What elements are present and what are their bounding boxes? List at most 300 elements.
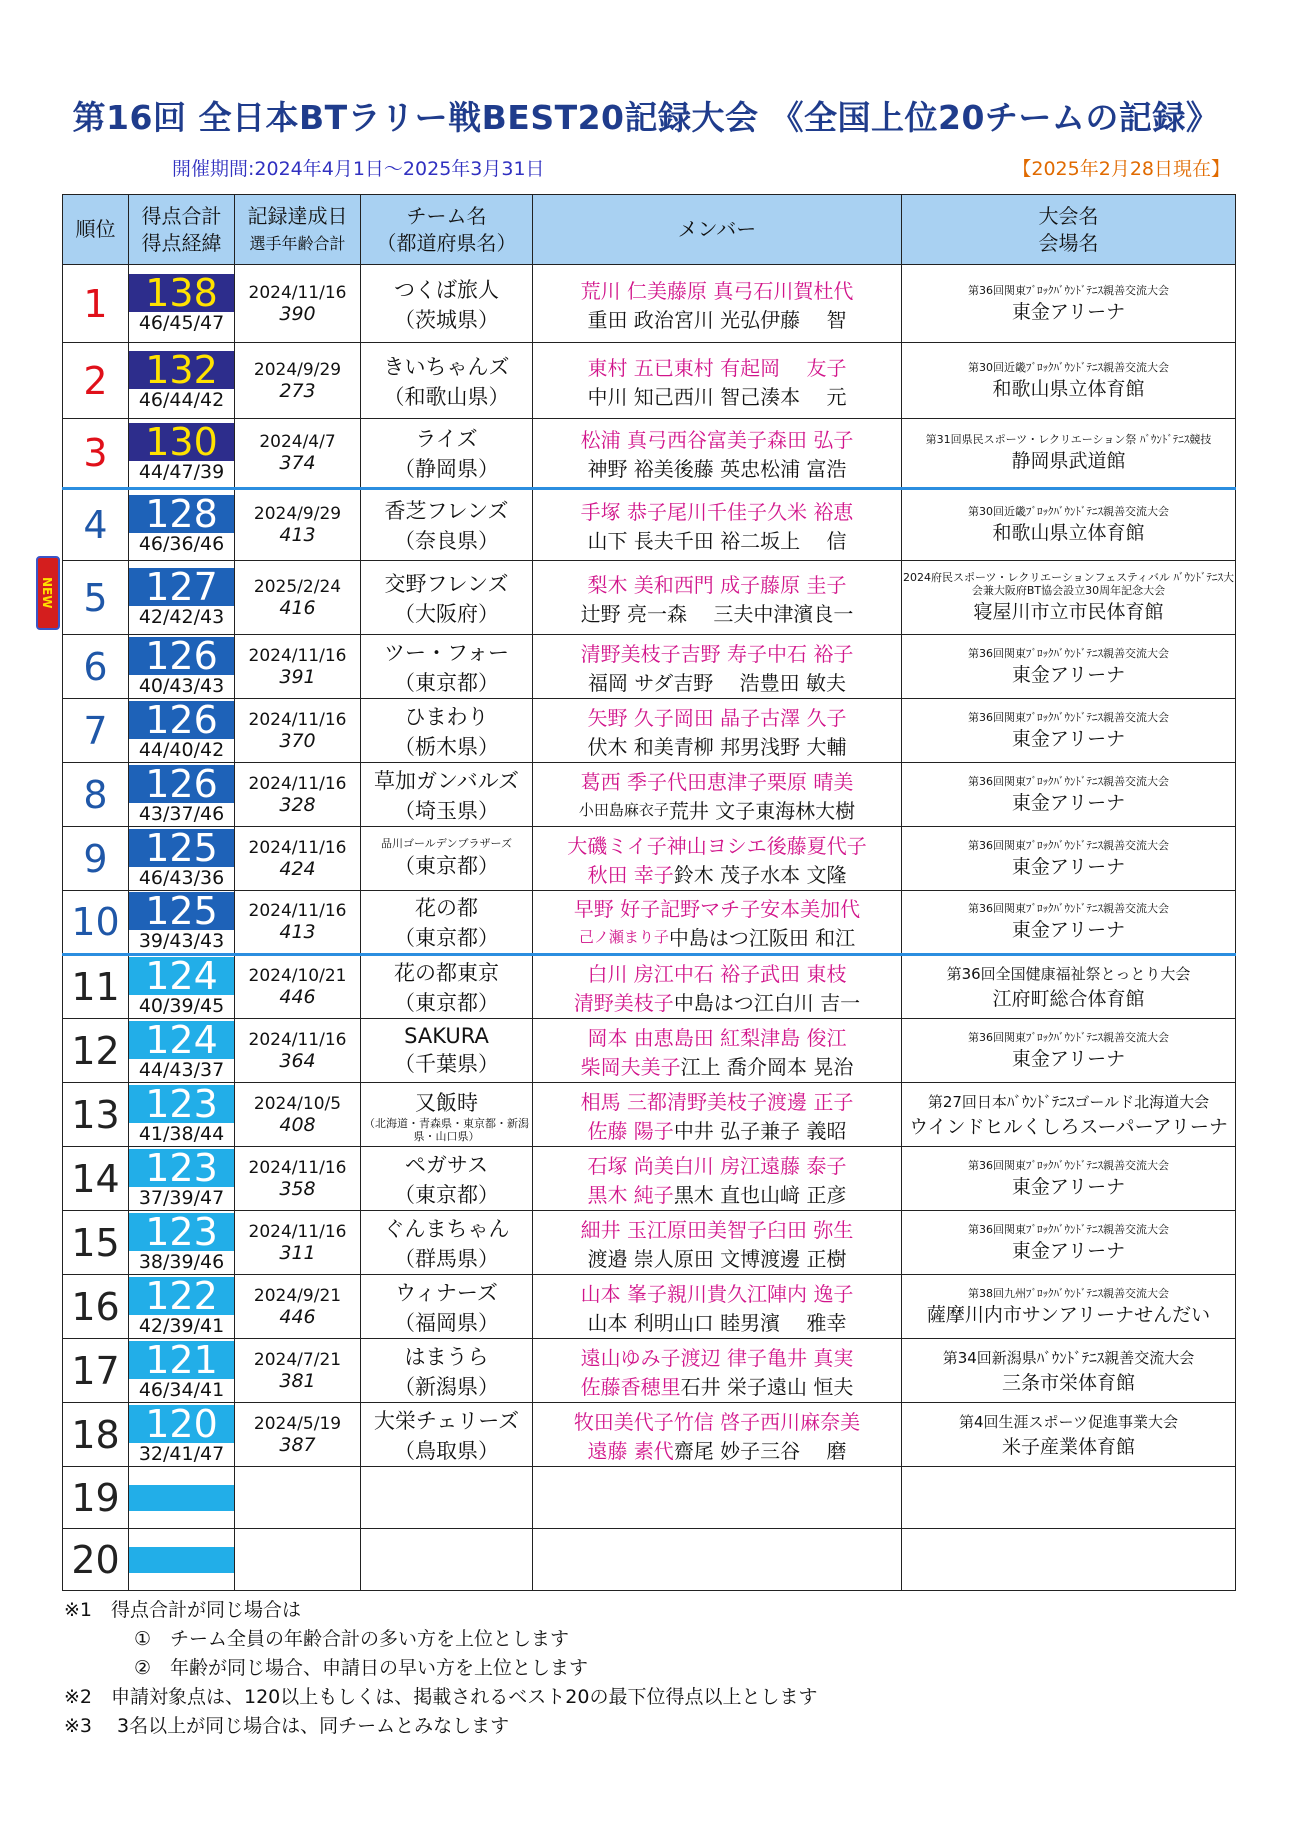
score-history: 37/39/47 [138, 1186, 225, 1209]
team-name: ぐんまちゃん [383, 1216, 510, 1241]
score-total: 123 [129, 1213, 234, 1251]
event-name: 第38回九州ﾌﾞﾛｯｸﾊﾞｳﾝﾄﾞﾃﾆｽ親善交流大会 [968, 1286, 1169, 1300]
score-total [129, 1485, 234, 1511]
member-name: 古澤 久子 [760, 705, 847, 730]
achieved-date: 2024/10/21 [248, 966, 347, 986]
team-cell [361, 343, 533, 419]
prefecture: （鳥取県） [394, 1438, 499, 1463]
member-name: 中川 知己 [587, 384, 674, 409]
notes [64, 1596, 817, 1741]
member-name: 阪田 和江 [768, 926, 856, 950]
score-total [129, 1547, 234, 1573]
prefecture: （埼玉県） [394, 798, 499, 823]
team-name: つくば旅人 [394, 277, 499, 302]
member-name: 山﨑 正彦 [760, 1182, 847, 1207]
note-1b: ② 年齢が同じ場合、申請日の早い方を上位とします [134, 1657, 589, 1679]
members-cell [533, 1211, 902, 1275]
member-name: 竹信 啓子 [673, 1409, 761, 1434]
event-cell [902, 1147, 1236, 1211]
event-cell [902, 561, 1236, 635]
age-sum: 358 [279, 1177, 316, 1200]
team-cell [361, 419, 533, 489]
note-3: ※3 3名以上が同じ場合は、同チームとみなします [64, 1715, 510, 1737]
member-name: 水本 文隆 [760, 862, 847, 887]
member-name: 西川 智己 [673, 384, 761, 409]
score-cell [129, 265, 235, 343]
date-cell [235, 699, 361, 763]
member-line [533, 525, 901, 554]
team-name: ウィナーズ [395, 1280, 498, 1305]
venue-name: 東金アリーナ [1011, 1239, 1126, 1262]
venue-name: 東金アリーナ [1011, 663, 1126, 686]
as-of-date: 【2025年2月28日現在】 [1012, 158, 1230, 180]
score-history: 40/43/43 [138, 674, 225, 697]
members-cell [533, 1275, 902, 1339]
score-cell [129, 955, 235, 1019]
page-title: 第16回 全日本BTラリー戦BEST20記録大会 《全国上位20チームの記録》 [72, 98, 1220, 137]
member-name: 黒木 純子 [587, 1182, 674, 1207]
team-cell [361, 1147, 533, 1211]
venue-name: 東金アリーナ [1011, 919, 1126, 941]
age-sum: 446 [279, 986, 316, 1008]
member-name: 相馬 三都 [580, 1089, 667, 1114]
member-name: 原田美智子 [667, 1217, 767, 1242]
prefecture: （千葉県） [394, 1051, 499, 1076]
team-cell [361, 1467, 533, 1529]
member-name: 原田 文博 [673, 1246, 761, 1271]
member-name: 小田島麻衣子 [578, 800, 669, 819]
member-name: 豊田 敏夫 [759, 670, 847, 695]
team-name: きいちゃんズ [383, 354, 510, 379]
member-name: 江上 喬介 [680, 1054, 767, 1079]
score-total: 124 [129, 1021, 234, 1059]
member-line [533, 1243, 901, 1272]
event-cell [902, 343, 1236, 419]
prefecture: （静岡県） [394, 457, 499, 481]
score-cell [129, 561, 235, 635]
member-name: 細井 玉江 [580, 1217, 667, 1242]
member-name: 石川賀杜代 [753, 278, 854, 303]
member-name: 渡辺 律子 [680, 1345, 767, 1370]
event-name: 第36回全国健康福祉祭とっとり大会 [946, 965, 1191, 983]
event-cell [902, 955, 1236, 1019]
table-row [63, 1339, 1236, 1403]
event-cell [902, 635, 1236, 699]
member-line [533, 859, 901, 888]
date-cell [235, 489, 361, 561]
member-name: 早野 好子 [573, 897, 661, 921]
event-cell [902, 699, 1236, 763]
score-history: 42/39/41 [138, 1314, 225, 1337]
table-row [63, 1147, 1236, 1211]
member-name: 森田 弘子 [767, 428, 854, 452]
note-2: ※2 申請対象点は、120以上もしくは、掲載されるベスト20の最下位得点以上とします [64, 1686, 818, 1708]
event-cell [902, 489, 1236, 561]
date-cell [235, 763, 361, 827]
member-name: 重田 政治 [587, 307, 674, 332]
member-name: 遠藤 素代 [587, 1438, 674, 1463]
score-history: 40/39/45 [138, 995, 225, 1017]
member-name: 武田 東枝 [760, 962, 847, 986]
rank-cell: 6 [63, 635, 129, 699]
score-total: 123 [129, 1149, 234, 1187]
venue-name: 三条市栄体育館 [1001, 1371, 1135, 1394]
date-cell [235, 1403, 361, 1467]
achieved-date: 2024/11/16 [248, 901, 347, 921]
score-cell [129, 891, 235, 955]
header-row [63, 195, 1236, 265]
date-cell [235, 561, 361, 635]
member-line [533, 569, 901, 598]
member-name: 佐藤香穂里 [580, 1374, 681, 1399]
prefecture: （東京都） [394, 991, 499, 1015]
rank-cell: 13 [63, 1083, 129, 1147]
event-name: 第36回関東ﾌﾞﾛｯｸﾊﾞｳﾝﾄﾞﾃﾆｽ親善交流大会 [968, 774, 1169, 788]
event-name: 第30回近畿ﾌﾞﾛｯｸﾊﾞｳﾝﾄﾞﾃﾆｽ親善交流大会 [968, 360, 1169, 374]
header-venue: 会場名 [1038, 230, 1099, 255]
score-cell [129, 1211, 235, 1275]
team-cell [361, 1339, 533, 1403]
age-sum: 408 [279, 1113, 316, 1136]
member-name: 秋田 幸子 [587, 862, 674, 887]
table-row [63, 265, 1236, 343]
score-total: 124 [129, 957, 234, 995]
score-cell [129, 827, 235, 891]
score-cell [129, 489, 235, 561]
achieved-date: 2024/7/21 [253, 1349, 342, 1370]
member-name: 濱 雅幸 [760, 1310, 847, 1335]
member-line [533, 275, 901, 304]
member-name: 山本 峯子 [580, 1281, 667, 1306]
date-cell [235, 1529, 361, 1591]
member-name: 岡本 由恵 [587, 1025, 674, 1050]
member-line [533, 638, 901, 667]
score-history: 46/43/36 [138, 866, 225, 889]
member-name: 荒川 仁美 [580, 278, 667, 303]
date-cell [235, 1147, 361, 1211]
member-name: 渡邊 正樹 [760, 1246, 847, 1271]
team-name: 交野フレンズ [384, 571, 509, 596]
score-cell [129, 1275, 235, 1339]
member-name: 松浦 真弓 [580, 428, 667, 452]
team-cell [361, 1083, 533, 1147]
venue-name: 東金アリーナ [1011, 791, 1126, 814]
member-line [533, 381, 901, 410]
team-name: 大栄チェリーズ [373, 1408, 520, 1433]
member-line [533, 830, 901, 859]
member-name: 岡田 晶子 [673, 705, 761, 730]
member-name: 兼子 義昭 [760, 1118, 847, 1143]
prefecture: （東京都） [394, 926, 499, 950]
member-name: 安本美加代 [760, 897, 861, 921]
member-name: 三谷 磨 [760, 1438, 847, 1463]
member-name: 山口 睦男 [673, 1310, 761, 1335]
member-line [533, 1371, 901, 1400]
score-history: 44/40/42 [138, 738, 225, 761]
member-line [533, 1086, 901, 1115]
member-name: 栗原 晴美 [767, 769, 854, 794]
table-row [63, 699, 1236, 763]
members-cell [533, 1529, 902, 1591]
team-cell [361, 265, 533, 343]
achieved-date: 2024/11/16 [248, 1221, 347, 1242]
team-cell [361, 827, 533, 891]
score-total: 126 [129, 637, 234, 675]
score-total: 126 [129, 765, 234, 803]
member-name: 代田恵津子 [667, 769, 767, 794]
table-row [63, 1211, 1236, 1275]
member-name: 東村 五已 [587, 355, 674, 380]
table-row [63, 827, 1236, 891]
member-name: 東海林大樹 [755, 798, 856, 823]
members-cell [533, 635, 902, 699]
header-members: メンバー [533, 195, 902, 265]
age-sum: 328 [279, 793, 316, 816]
member-name: 湊本 元 [760, 384, 847, 409]
member-name: 牧田美代子 [573, 1409, 674, 1434]
prefecture: （東京都） [394, 670, 499, 695]
achieved-date: 2024/9/29 [253, 504, 342, 524]
note-1: ※1 得点合計が同じ場合は [64, 1599, 302, 1621]
member-name: 辻野 亮一 [580, 601, 667, 626]
member-name: 己ノ瀬まり子 [578, 928, 669, 946]
venue-name: 東金アリーナ [1011, 1175, 1126, 1198]
member-name: 大磯ミイ子 [567, 833, 667, 858]
event-cell [902, 1403, 1236, 1467]
event-name: 第36回関東ﾌﾞﾛｯｸﾊﾞｳﾝﾄﾞﾃﾆｽ親善交流大会 [968, 902, 1169, 915]
members-cell [533, 1019, 902, 1083]
members-cell [533, 343, 902, 419]
score-cell [129, 1529, 235, 1591]
score-cell [129, 1147, 235, 1211]
note-1a: ① チーム全員の年齢合計の多い方を上位とします [134, 1628, 570, 1650]
team-name: 又飯時 [415, 1090, 478, 1115]
prefecture: （福岡県） [394, 1310, 499, 1335]
table-row [63, 561, 1236, 635]
member-name: 柴岡夫美子 [580, 1054, 681, 1079]
header-date [235, 195, 361, 265]
members-cell [533, 265, 902, 343]
score-history: 44/43/37 [138, 1058, 225, 1081]
header-rank: 順位 [63, 195, 129, 265]
score-cell [129, 1467, 235, 1529]
team-name: 花の都東京 [394, 961, 499, 985]
member-name: 中島はつ江 [668, 926, 769, 950]
date-cell [235, 891, 361, 955]
team-cell [361, 763, 533, 827]
member-name: 臼田 弥生 [767, 1217, 854, 1242]
team-name: 草加ガンバルズ [374, 768, 519, 793]
achieved-date: 2024/4/7 [259, 432, 336, 452]
rank-cell: 1 [63, 265, 129, 343]
member-name: 坂上 信 [760, 529, 847, 553]
member-name: 神山ヨシエ [666, 833, 767, 858]
member-name: 吉野 寿子 [680, 641, 767, 666]
team-cell [361, 1403, 533, 1467]
member-name: 久米 裕恵 [767, 500, 854, 524]
member-name: 佐藤 陽子 [587, 1118, 674, 1143]
event-cell [902, 1339, 1236, 1403]
score-history: 42/42/43 [138, 605, 225, 628]
prefecture: （東京都） [394, 854, 499, 878]
member-line [533, 922, 901, 951]
member-name: 千田 裕二 [673, 529, 761, 553]
score-cell [129, 635, 235, 699]
team-name: 品川ゴールデンブラザーズ [380, 837, 512, 850]
score-history: 46/36/46 [138, 533, 225, 555]
venue-name: 寝屋川市立市民体育館 [973, 601, 1164, 623]
members-cell [533, 1403, 902, 1467]
team-name: ペガサス [404, 1152, 489, 1177]
table-row [63, 763, 1236, 827]
team-name: ひまわり [404, 704, 489, 729]
member-name: 齋尾 妙子 [673, 1438, 761, 1463]
member-name: 岡 友子 [760, 355, 847, 380]
age-sum: 374 [279, 452, 316, 474]
date-cell [235, 1083, 361, 1147]
new-badge: NEW [36, 556, 60, 630]
member-name: 親川貴久江 [667, 1281, 767, 1306]
header-team-name: チーム名 [406, 203, 487, 228]
team-name: 香芝フレンズ [384, 499, 509, 523]
score-total: 125 [129, 892, 234, 930]
age-sum: 273 [279, 379, 316, 402]
member-name: 梨木 美和 [587, 572, 674, 597]
achieved-date: 2024/11/16 [248, 1029, 347, 1050]
member-name: 中石 裕子 [673, 962, 761, 986]
achieved-date: 2024/5/19 [253, 1413, 342, 1434]
score-history: 32/41/47 [138, 1442, 225, 1465]
member-name: 黒木 直也 [673, 1182, 761, 1207]
age-sum: 387 [279, 1433, 316, 1456]
achieved-date: 2024/11/16 [248, 1157, 347, 1178]
rank-cell: 3 [63, 419, 129, 489]
date-cell [235, 419, 361, 489]
member-name: 鈴木 茂子 [673, 862, 761, 887]
header-score-total: 得点合計 [141, 203, 222, 228]
score-history: 38/39/46 [138, 1250, 225, 1273]
members-cell [533, 955, 902, 1019]
date-cell [235, 955, 361, 1019]
rank-cell: 9 [63, 827, 129, 891]
rank-cell: 5 [63, 561, 129, 635]
member-line [533, 893, 901, 922]
venue-name: 江府町総合体育館 [992, 988, 1145, 1010]
members-cell [533, 1083, 902, 1147]
score-cell [129, 419, 235, 489]
venue-name: 和歌山県立体育館 [992, 522, 1145, 544]
score-total: 122 [129, 1277, 234, 1315]
team-cell [361, 891, 533, 955]
table-row [63, 1403, 1236, 1467]
event-cell [902, 1529, 1236, 1591]
score-cell [129, 343, 235, 419]
rank-cell: 11 [63, 955, 129, 1019]
member-name: 遠藤 泰子 [760, 1153, 847, 1178]
member-name: 矢野 久子 [587, 705, 674, 730]
members-cell [533, 763, 902, 827]
member-name: 手塚 恭子 [580, 500, 667, 524]
score-history: 46/45/47 [138, 311, 225, 334]
member-line [533, 424, 901, 453]
member-name: 陣内 逸子 [767, 1281, 854, 1306]
member-name: 中石 裕子 [767, 641, 854, 666]
member-name: 清野美枝子 [580, 641, 681, 666]
event-name: 第27回日本ﾊﾞｳﾝﾄﾞﾃﾆｽゴールド北海道大会 [927, 1092, 1210, 1111]
members-cell [533, 891, 902, 955]
member-name: 伊藤 智 [760, 307, 847, 332]
member-name: 森 三夫 [667, 601, 754, 626]
date-cell [235, 1019, 361, 1083]
age-sum: 446 [279, 1305, 316, 1328]
member-line [533, 702, 901, 731]
prefecture: （北海道・青森県・東京都・新潟県・山口県） [364, 1116, 529, 1143]
score-cell [129, 763, 235, 827]
member-name: 西門 成子 [673, 572, 761, 597]
rank-cell: 17 [63, 1339, 129, 1403]
achieved-date: 2024/10/5 [253, 1093, 342, 1114]
age-sum: 381 [279, 1369, 316, 1392]
rank-cell: 12 [63, 1019, 129, 1083]
prefecture: （新潟県） [394, 1374, 499, 1399]
records-table [62, 194, 1236, 1591]
prefecture: （栃木県） [394, 734, 499, 759]
event-cell [902, 1211, 1236, 1275]
score-history: 43/37/46 [138, 802, 225, 825]
event-name: 第36回関東ﾌﾞﾛｯｸﾊﾞｳﾝﾄﾞﾃﾆｽ親善交流大会 [968, 1222, 1169, 1236]
prefecture: （和歌山県） [383, 384, 510, 409]
member-name: 渡邊 正子 [767, 1089, 854, 1114]
member-name: 津島 俊江 [760, 1025, 847, 1050]
member-name: 福岡 サダ [587, 670, 674, 695]
member-name: 東村 有起 [673, 355, 761, 380]
achieved-date: 2024/11/16 [248, 645, 347, 666]
members-cell [533, 489, 902, 561]
member-line [533, 1278, 901, 1307]
event-name: 第36回関東ﾌﾞﾛｯｸﾊﾞｳﾝﾄﾞﾃﾆｽ親善交流大会 [968, 838, 1169, 852]
member-line [533, 1179, 901, 1208]
member-name: 岡本 晃治 [767, 1054, 854, 1079]
age-sum: 413 [279, 921, 316, 943]
member-name: 石塚 尚美 [587, 1153, 674, 1178]
header-team [361, 195, 533, 265]
event-cell [902, 1275, 1236, 1339]
rank-cell: 8 [63, 763, 129, 827]
score-cell [129, 1403, 235, 1467]
achieved-date: 2024/9/21 [253, 1285, 342, 1306]
member-line [533, 496, 901, 525]
score-total: 120 [129, 1405, 234, 1443]
table-row [63, 489, 1236, 561]
score-total: 126 [129, 701, 234, 739]
age-sum: 370 [279, 729, 316, 752]
event-name: 第36回関東ﾌﾞﾛｯｸﾊﾞｳﾝﾄﾞﾃﾆｽ親善交流大会 [968, 1030, 1169, 1044]
records-body [63, 265, 1236, 1591]
score-history: 46/34/41 [138, 1378, 225, 1401]
member-line [533, 352, 901, 381]
score-total: 138 [129, 274, 234, 312]
table-row [63, 1083, 1236, 1147]
member-name: 遠山ゆみ子 [580, 1345, 681, 1370]
rank-cell: 16 [63, 1275, 129, 1339]
venue-name: 東金アリーナ [1011, 727, 1126, 750]
members-cell [533, 1147, 902, 1211]
event-cell [902, 1019, 1236, 1083]
achieved-date: 2024/11/16 [248, 282, 347, 303]
age-sum: 416 [279, 596, 316, 619]
team-cell [361, 1211, 533, 1275]
score-cell [129, 1339, 235, 1403]
